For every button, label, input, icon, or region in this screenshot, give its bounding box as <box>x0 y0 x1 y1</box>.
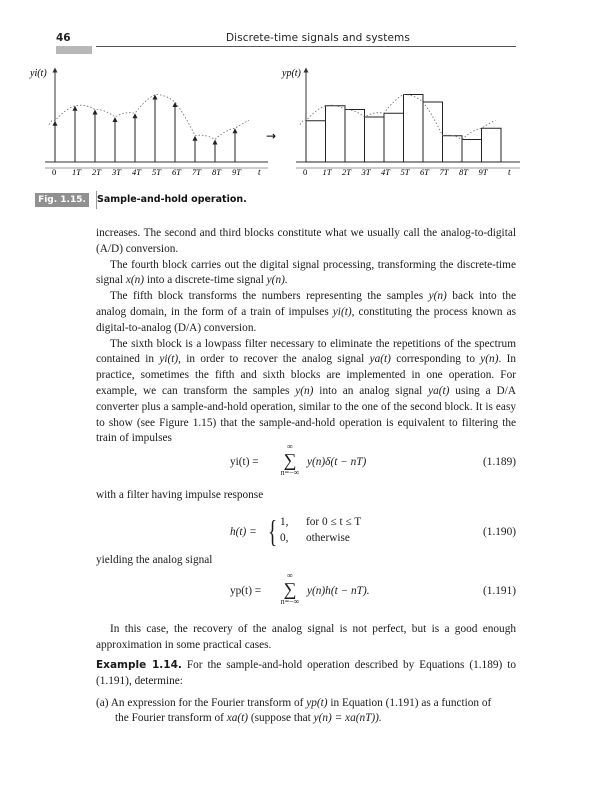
paragraph-7: In this case, the recovery of the analog signal is not perfect, but is a good enough approximation in some practical cases. <box>96 623 516 651</box>
left-t-label: t <box>258 167 261 177</box>
paragraph-3: The fifth block transforms the numbers representing the samples y(n) back into the analog domain, in the form of a train of impulses yi(t), constituting the process known as digital-to-analog (D/A) conversion. <box>96 290 516 334</box>
tick-label-9: 9T <box>232 167 241 177</box>
paragraph-2: The fourth block carries out the digital signal processing, transforming the discrete-time signal x(n) into a discrete-time signal y(n). <box>96 258 516 287</box>
tick-label-3: 3T <box>112 167 121 177</box>
tick-label-7: 7T <box>192 167 201 177</box>
impulse-head-8 <box>213 140 218 145</box>
hold-bar-5 <box>404 95 424 163</box>
page-number: 46 <box>56 32 71 44</box>
impulse-head-4 <box>133 113 138 118</box>
eq2-number: (1.190) <box>483 526 516 538</box>
sample-and-hold-figure <box>0 0 608 190</box>
eq2-brace: { <box>268 513 278 549</box>
body-text-filter <box>96 488 516 504</box>
hold-bar-1 <box>326 106 346 162</box>
eq1-number: (1.189) <box>483 456 516 468</box>
impulse-head-3 <box>113 117 118 122</box>
eq3-sum: ∞ ∑ n=−∞ <box>280 571 300 606</box>
tick-label-0: 0 <box>52 167 57 177</box>
hold-bar-0 <box>306 121 326 162</box>
tick-label-6: 6T <box>172 167 181 177</box>
tick-label-1: 1T <box>72 167 81 177</box>
example-heading: Example 1.14. <box>96 659 182 671</box>
tick-label-2: 2T <box>342 167 351 177</box>
impulse-head-6 <box>173 102 178 107</box>
eq3-rhs: y(n)h(t − nT). <box>307 585 370 597</box>
hold-bar-4 <box>384 113 404 162</box>
impulse-head-2 <box>93 110 98 115</box>
impulse-head-7 <box>193 136 198 141</box>
eq2-lhs: h(t) = <box>230 526 257 538</box>
eq2-cond1: for 0 ≤ t ≤ T <box>306 516 362 528</box>
sample-hold-panel <box>281 68 520 177</box>
paragraph-5: with a filter having impulse response <box>96 489 264 501</box>
tick-label-4: 4T <box>381 167 390 177</box>
impulse-head-0 <box>53 121 58 126</box>
equation-1-190 <box>96 514 516 550</box>
body-text-yield <box>96 553 516 569</box>
eq2-cond2: otherwise <box>306 532 350 544</box>
eq2-case2: 0, <box>280 532 289 544</box>
tick-label-6: 6T <box>420 167 429 177</box>
paragraph-4: The sixth block is a lowpass filter necessary to eliminate the repetitions of the spectrum contained in yi(t), in order to recover the analog signal ya(t) corresponding to y(n). In practice, sometimes the fifth and sixth blocks are implemented in one operation. For example, we can transform the samples y(n) into an analog signal ya(t) using a D/A converter plus a sample-and-hold operation, similar to the one of the second block. It is easy to show (see Figure 1.15) that the sample-and-hold operation is equivalent to filtering the train of impulses <box>96 337 517 445</box>
hold-bar-2 <box>345 110 365 163</box>
eq1-lhs: yi(t) = <box>230 456 259 468</box>
tick-label-2: 2T <box>92 167 101 177</box>
right-y-label: yp(t) <box>282 68 301 79</box>
impulse-head-5 <box>153 95 158 100</box>
figure-caption: Sample-and-hold operation. <box>97 194 247 205</box>
tick-label-3: 3T <box>361 167 371 177</box>
paragraph-6: yielding the analog signal <box>96 554 213 566</box>
eq1-sum: ∞ ∑ n=−∞ <box>280 442 300 477</box>
equation-1-189 <box>96 442 516 477</box>
impulse-train-panel <box>29 68 268 177</box>
impulse-head-1 <box>73 106 78 111</box>
eq3-lhs: yp(t) = <box>230 585 262 597</box>
analog-envelope <box>300 94 496 139</box>
example-intro: Example 1.14. For the sample-and-hold operation described by Equations (1.189) to (1.191), determine: <box>96 659 516 687</box>
impulse-head-9 <box>233 128 238 133</box>
tick-label-7: 7T <box>439 167 449 177</box>
body-text-main <box>96 226 516 447</box>
chapter-title: Discrete-time signals and systems <box>226 32 410 44</box>
example-item-a: (a) An expression for the Fourier transform of yp(t) in Equation (1.191) as a function of <box>96 696 492 709</box>
tick-label-5: 5T <box>400 167 410 177</box>
hold-bar-6 <box>423 102 443 162</box>
eq1-rhs: y(n)δ(t − nT) <box>307 456 367 468</box>
transform-arrow: → <box>266 129 277 143</box>
paragraph-1: increases. The second and third blocks constitute what we usually call the analog-to-digital (A/D) conversion. <box>96 227 516 255</box>
tick-label-9: 9T <box>478 167 488 177</box>
hold-bar-3 <box>365 117 385 162</box>
eq3-number: (1.191) <box>483 585 516 597</box>
example-item-a-cont: the Fourier transform of xa(t) (suppose that y(n) = xa(nT)). <box>115 712 382 725</box>
hold-bar-8 <box>462 140 482 163</box>
analog-envelope <box>49 94 249 139</box>
figure-tag: Fig. 1.15. <box>35 193 89 207</box>
left-y-label: yi(t) <box>30 68 47 79</box>
tick-label-5: 5T <box>152 167 161 177</box>
body-text-closing <box>96 622 516 654</box>
equation-1-191 <box>96 571 516 606</box>
example-1-14 <box>96 658 516 727</box>
tick-label-4: 4T <box>132 167 141 177</box>
tick-label-1: 1T <box>322 167 332 177</box>
hold-bar-7 <box>443 136 463 162</box>
tick-label-8: 8T <box>212 167 221 177</box>
tick-label-8: 8T <box>459 167 468 177</box>
right-t-label: t <box>508 167 511 177</box>
hold-bar-9 <box>482 128 502 162</box>
eq2-case1: 1, <box>280 516 289 528</box>
tick-label-0: 0 <box>303 167 308 177</box>
